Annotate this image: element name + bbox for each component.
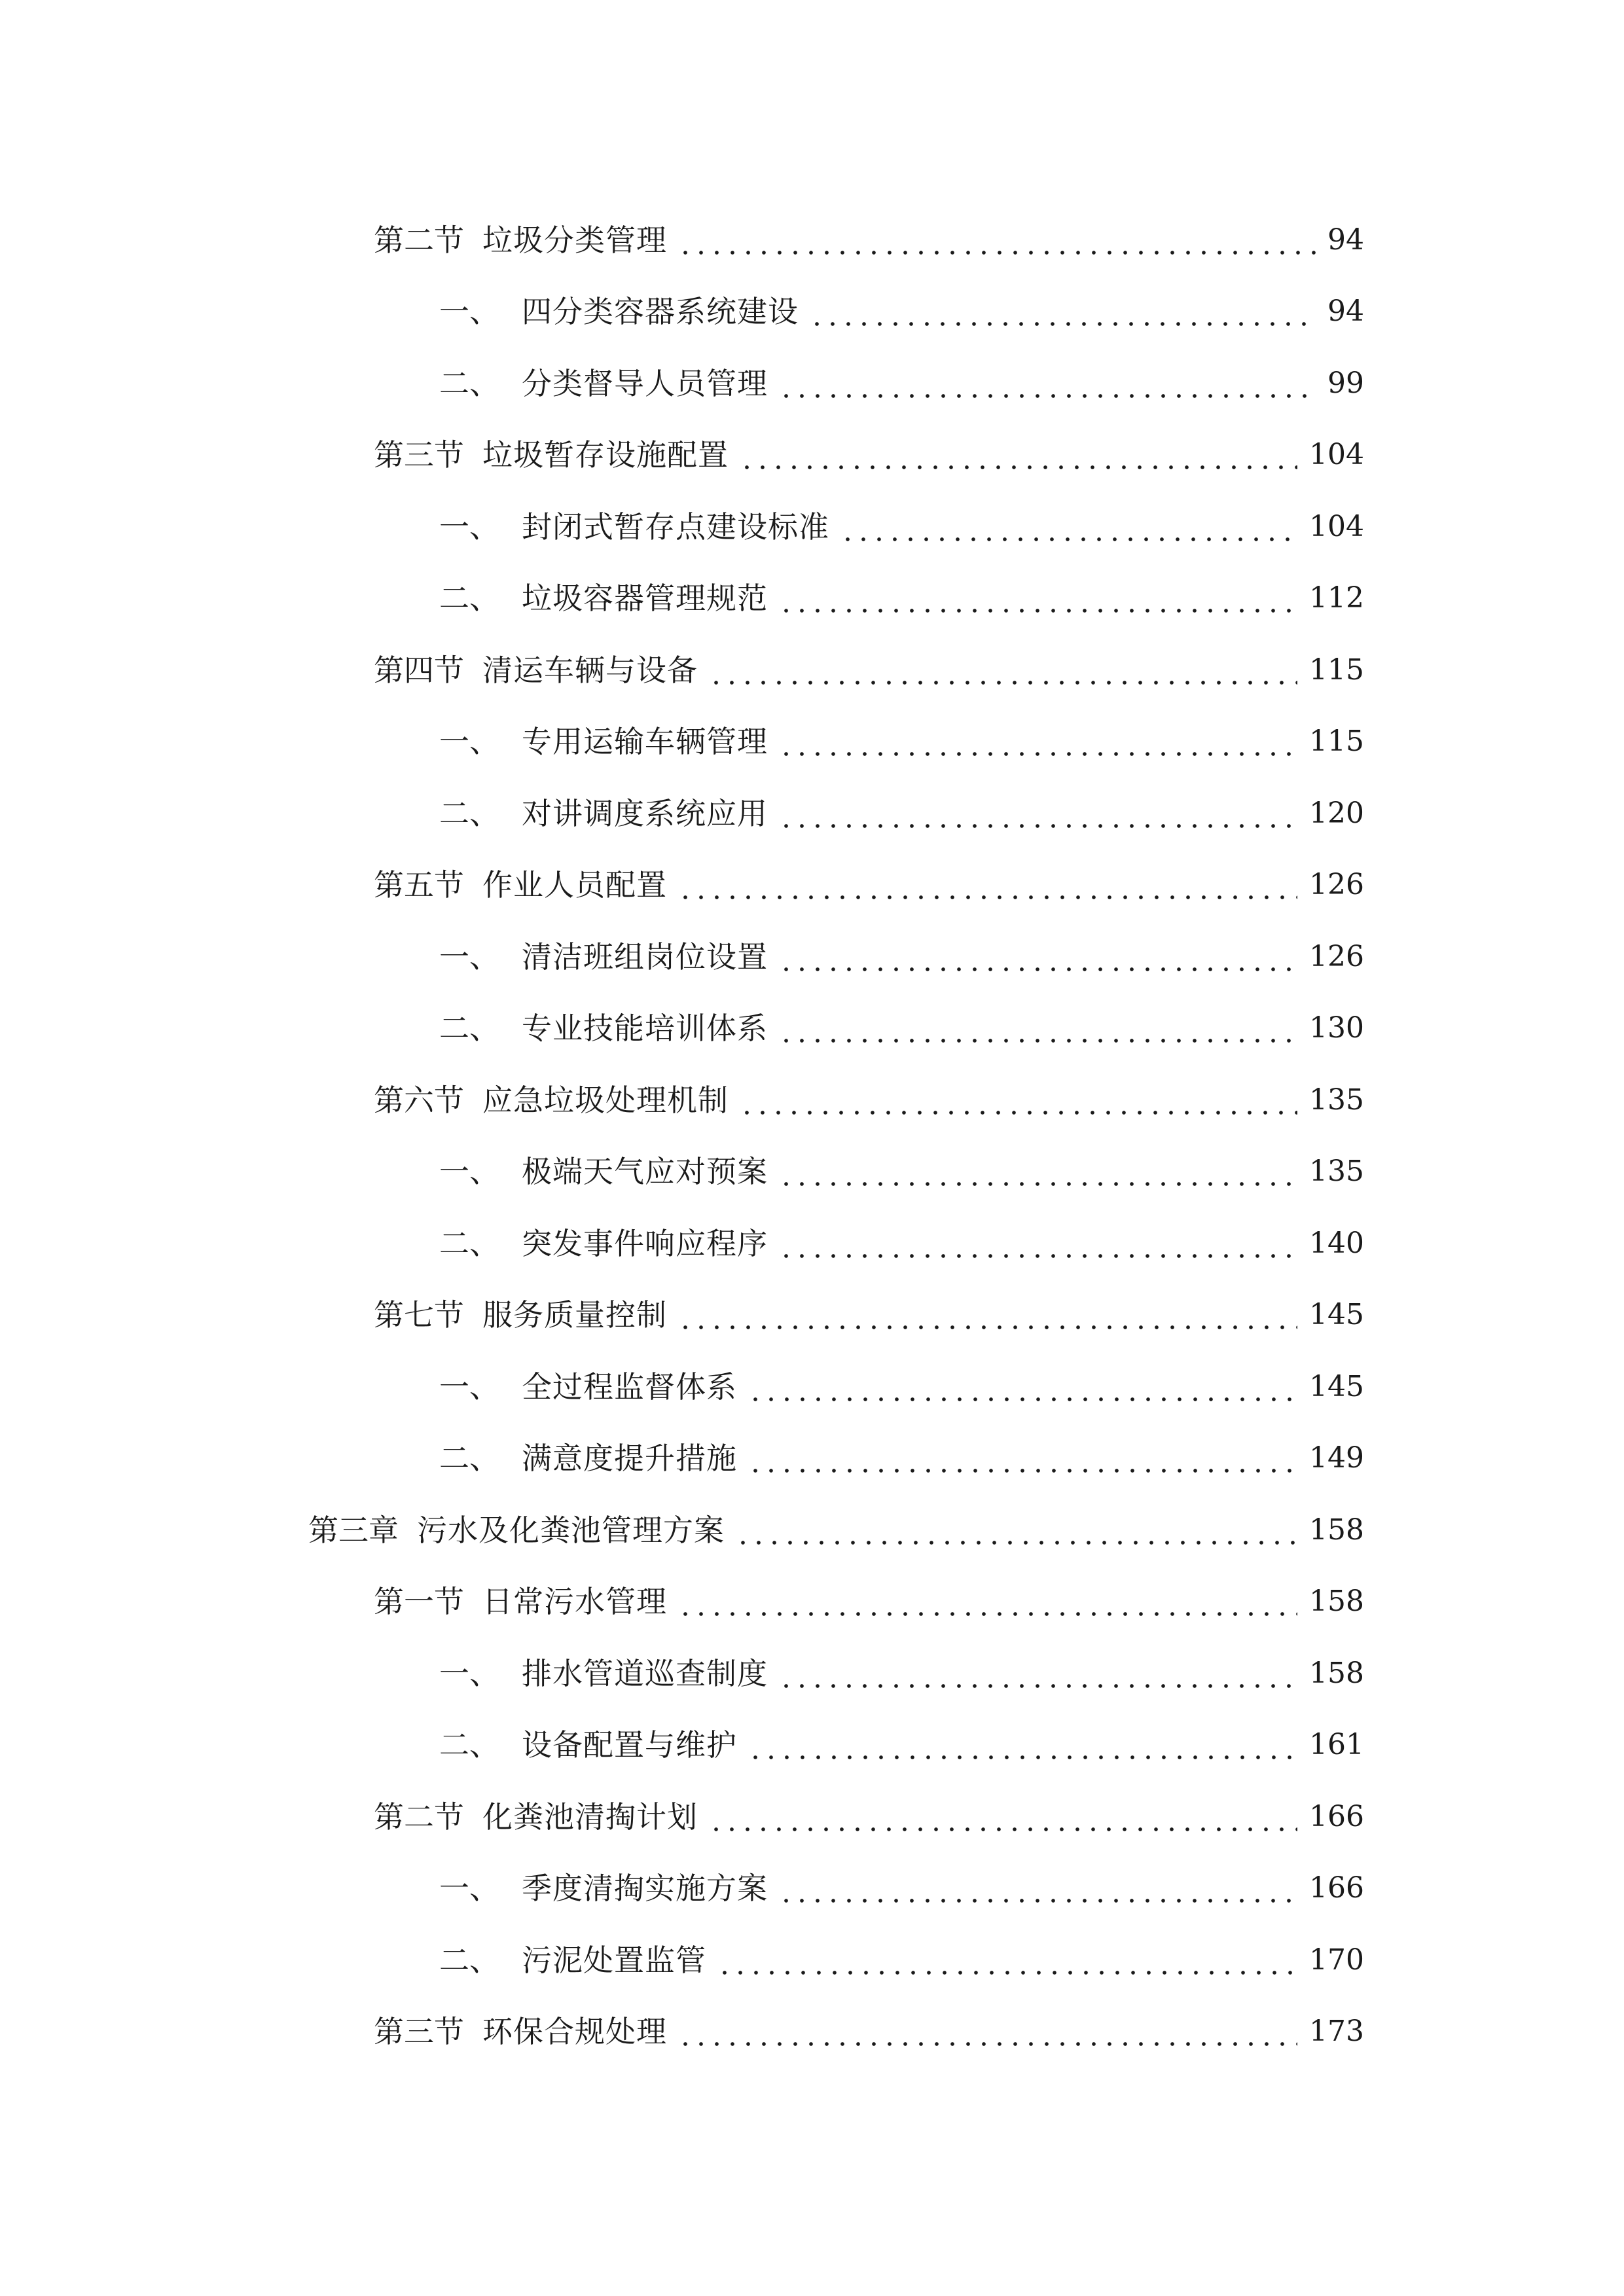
toc-entry-title: 专业技能培训体系 [522, 1011, 768, 1047]
toc-entry-title: 封闭式暂存点建设标准 [522, 509, 829, 545]
table-of-contents [0, 204, 1624, 2068]
toc-entry-title: 清运车辆与设备 [482, 652, 698, 688]
toc-entry-title: 设备配置与维护 [522, 1727, 737, 1763]
dot-leader [748, 1367, 1297, 1407]
toc-entry-item[interactable] [0, 1924, 1364, 1996]
dot-leader [717, 1941, 1297, 1980]
toc-entry-number: 二、 [439, 795, 499, 831]
toc-entry-section[interactable] [0, 850, 1364, 922]
toc-entry-title: 突发事件响应程序 [522, 1225, 768, 1261]
toc-entry-number: 二、 [439, 581, 499, 617]
toc-entry-title: 污水及化粪池管理方案 [417, 1512, 725, 1548]
toc-entry-page-number: 166 [1309, 1871, 1364, 1905]
toc-entry-number: 一、 [439, 509, 499, 545]
dot-leader [748, 1439, 1297, 1478]
dot-leader [778, 722, 1297, 761]
toc-entry-number: 二、 [439, 1011, 499, 1047]
toc-entry-title: 垃圾暂存设施配置 [482, 437, 729, 473]
toc-entry-number: 第五节 [374, 867, 464, 903]
toc-entry-page-number: 170 [1309, 1943, 1364, 1977]
toc-entry-item[interactable] [0, 1638, 1364, 1710]
dot-leader [677, 1582, 1297, 1621]
dot-leader [739, 435, 1297, 475]
toc-entry-item[interactable] [0, 706, 1364, 778]
dot-leader [739, 1081, 1297, 1120]
toc-entry-number: 二、 [439, 1441, 499, 1477]
toc-entry-number: 第一节 [374, 1584, 464, 1620]
toc-entry-page-number: 149 [1309, 1441, 1364, 1475]
dot-leader [748, 1725, 1297, 1765]
dot-leader [735, 1511, 1297, 1550]
toc-entry-item[interactable] [0, 921, 1364, 993]
toc-entry-title: 化粪池清掏计划 [482, 1799, 698, 1835]
toc-entry-title: 季度清掏实施方案 [522, 1871, 768, 1907]
toc-entry-item[interactable] [0, 1423, 1364, 1495]
toc-entry-page-number: 126 [1309, 939, 1364, 973]
toc-entry-number: 第三节 [374, 437, 464, 473]
dot-leader [677, 2012, 1297, 2051]
dot-leader [809, 292, 1316, 331]
toc-entry-item[interactable] [0, 563, 1364, 635]
toc-entry-item[interactable] [0, 1351, 1364, 1423]
toc-entry-page-number: 161 [1309, 1728, 1364, 1762]
toc-entry-number: 一、 [439, 294, 499, 330]
dot-leader [778, 364, 1316, 403]
dot-leader [677, 221, 1316, 260]
toc-entry-title: 对讲调度系统应用 [522, 795, 768, 831]
toc-entry-page-number: 135 [1309, 1155, 1364, 1189]
dot-leader [840, 507, 1297, 547]
toc-entry-number: 第四节 [374, 652, 464, 688]
toc-entry-title: 污泥处置监管 [522, 1942, 706, 1978]
toc-entry-title: 满意度提升措施 [522, 1441, 737, 1477]
toc-entry-page-number: 145 [1309, 1298, 1364, 1332]
toc-entry-title: 应急垃圾处理机制 [482, 1082, 729, 1118]
toc-entry-title: 排水管道巡查制度 [522, 1655, 768, 1691]
toc-entry-page-number: 166 [1309, 1799, 1364, 1833]
toc-entry-item[interactable] [0, 778, 1364, 850]
toc-entry-section[interactable] [0, 634, 1364, 706]
toc-entry-number: 一、 [439, 939, 499, 975]
toc-entry-number: 第三章 [308, 1512, 399, 1548]
toc-entry-title: 分类督导人员管理 [522, 365, 768, 401]
toc-entry-title: 垃圾容器管理规范 [522, 581, 768, 617]
toc-entry-page-number: 120 [1309, 796, 1364, 830]
toc-entry-page-number: 99 [1327, 366, 1364, 400]
toc-entry-item[interactable] [0, 276, 1364, 348]
toc-entry-item[interactable] [0, 1136, 1364, 1208]
toc-entry-number: 二、 [439, 1225, 499, 1261]
toc-entry-page-number: 94 [1327, 223, 1364, 257]
toc-entry-page-number: 104 [1309, 509, 1364, 543]
toc-entry-section[interactable] [0, 1781, 1364, 1853]
toc-entry-item[interactable] [0, 348, 1364, 420]
toc-entry-page-number: 145 [1309, 1369, 1364, 1403]
dot-leader [778, 937, 1297, 977]
toc-entry-page-number: 104 [1309, 438, 1364, 472]
toc-entry-item[interactable] [0, 993, 1364, 1065]
toc-entry-item[interactable] [0, 1208, 1364, 1280]
toc-entry-page-number: 158 [1309, 1656, 1364, 1690]
toc-entry-item[interactable] [0, 1853, 1364, 1925]
toc-entry-number: 一、 [439, 724, 499, 760]
toc-entry-page-number: 158 [1309, 1513, 1364, 1547]
toc-entry-page-number: 130 [1309, 1011, 1364, 1045]
dot-leader [778, 1869, 1297, 1908]
dot-leader [778, 1224, 1297, 1263]
dot-leader [708, 1797, 1297, 1837]
dot-leader [677, 1295, 1297, 1335]
toc-entry-number: 二、 [439, 365, 499, 401]
toc-entry-title: 作业人员配置 [482, 867, 667, 903]
toc-entry-page-number: 94 [1327, 295, 1364, 329]
toc-entry-number: 第七节 [374, 1297, 464, 1333]
toc-entry-section[interactable] [0, 420, 1364, 492]
toc-entry-number: 第三节 [374, 2014, 464, 2050]
toc-entry-page-number: 112 [1309, 581, 1364, 615]
toc-entry-page-number: 126 [1309, 868, 1364, 902]
toc-entry-title: 全过程监督体系 [522, 1369, 737, 1405]
toc-entry-title: 垃圾分类管理 [482, 222, 667, 258]
toc-entry-number: 一、 [439, 1871, 499, 1907]
dot-leader [778, 1654, 1297, 1693]
toc-entry-section[interactable] [0, 1996, 1364, 2068]
toc-entry-number: 一、 [439, 1655, 499, 1691]
toc-entry-number: 第六节 [374, 1082, 464, 1118]
toc-entry-number: 第二节 [374, 222, 464, 258]
toc-entry-page-number: 140 [1309, 1226, 1364, 1260]
dot-leader [778, 579, 1297, 618]
toc-entry-title: 四分类容器系统建设 [522, 294, 799, 330]
toc-entry-title: 服务质量控制 [482, 1297, 667, 1333]
toc-entry-section[interactable] [0, 1064, 1364, 1136]
toc-entry-title: 极端天气应对预案 [522, 1154, 768, 1190]
toc-entry-number: 一、 [439, 1154, 499, 1190]
toc-entry-section[interactable] [0, 1280, 1364, 1352]
dot-leader [778, 794, 1297, 833]
toc-entry-page-number: 115 [1309, 725, 1364, 759]
toc-entry-item[interactable] [0, 491, 1364, 563]
toc-entry-section[interactable] [0, 204, 1364, 276]
toc-entry-section[interactable] [0, 1566, 1364, 1638]
dot-leader [778, 1009, 1297, 1048]
toc-entry-title: 环保合规处理 [482, 2014, 667, 2050]
toc-entry-page-number: 173 [1309, 2015, 1364, 2049]
toc-entry-page-number: 158 [1309, 1585, 1364, 1619]
dot-leader [778, 1152, 1297, 1191]
dot-leader [708, 651, 1297, 690]
toc-entry-number: 二、 [439, 1942, 499, 1978]
toc-entry-title: 专用运输车辆管理 [522, 724, 768, 760]
toc-entry-number: 一、 [439, 1369, 499, 1405]
toc-entry-title: 清洁班组岗位设置 [522, 939, 768, 975]
toc-entry-chapter[interactable] [0, 1494, 1364, 1566]
dot-leader [677, 865, 1297, 905]
toc-entry-number: 第二节 [374, 1799, 464, 1835]
toc-entry-page-number: 115 [1309, 653, 1364, 687]
toc-entry-item[interactable] [0, 1710, 1364, 1782]
toc-entry-number: 二、 [439, 1727, 499, 1763]
toc-entry-page-number: 135 [1309, 1083, 1364, 1117]
toc-entry-title: 日常污水管理 [482, 1584, 667, 1620]
